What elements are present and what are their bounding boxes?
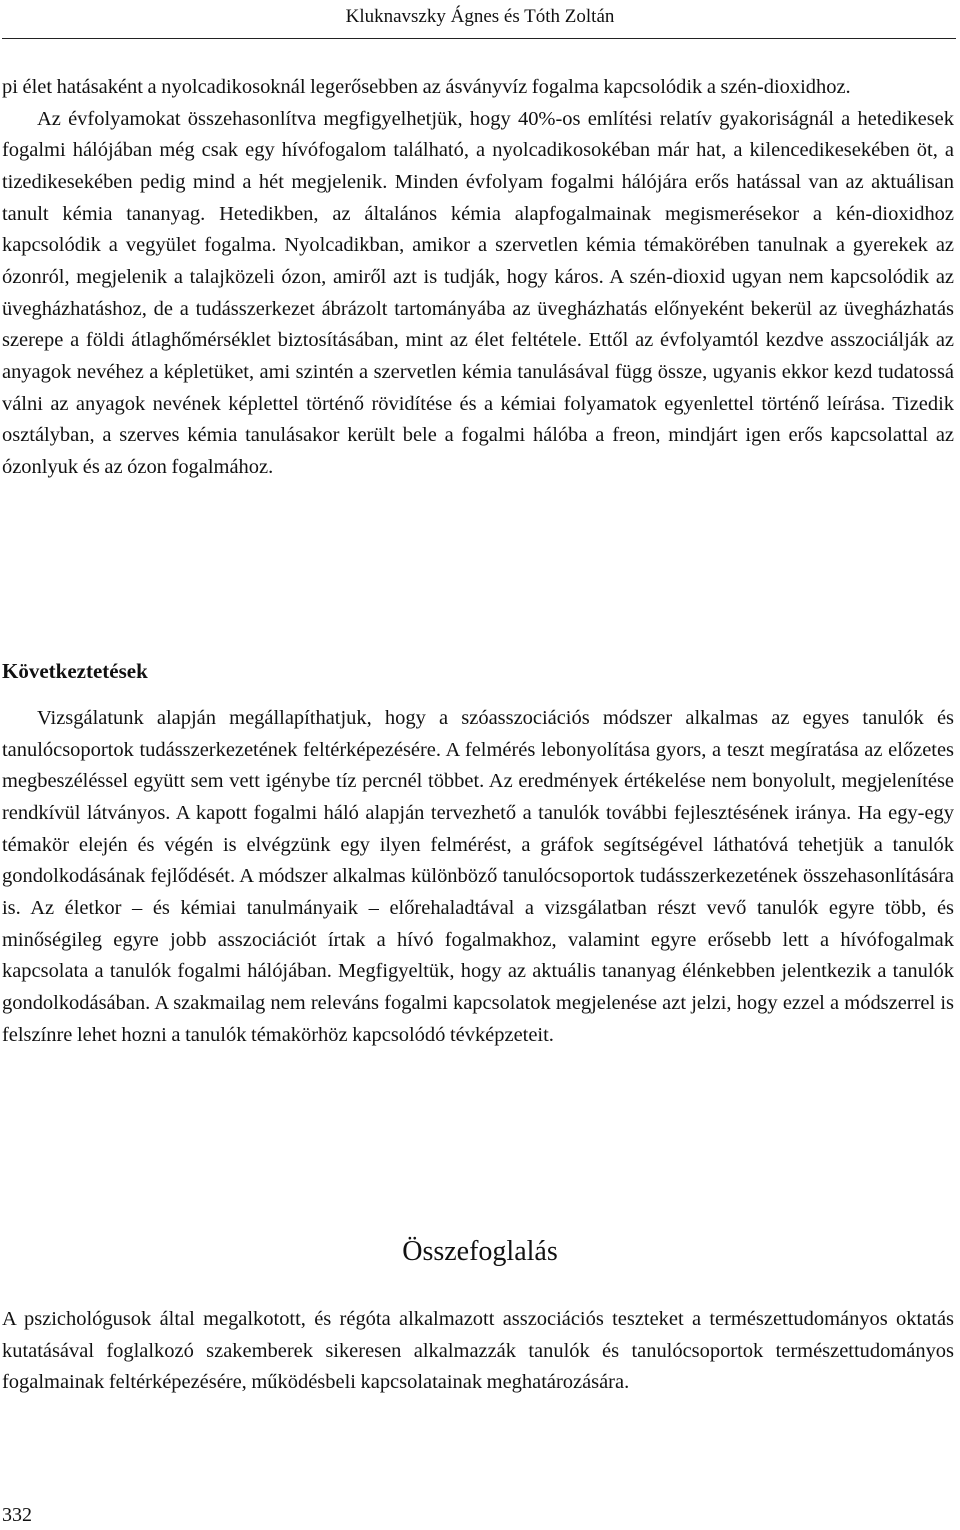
paragraph-3: Vizsgálatunk alapján megállapíthatjuk, hogy a szóasszociációs módszer alkalmas az egyes tanulók és tanulócsoportok tudásszerkezetének feltérképezésére. A felmérés lebonyolítása gyors, a teszt megíratása az előzetes megbeszéléssel együtt sem vett igénybe tíz percnél többet. Az eredmények értékelése nem bonyolult, megjelenítése rendkívül látványos. A kapott fogalmi háló alapján tervezhető a tanulók további fejlesztésének iránya. Ha egy-egy témakör elején és végén is elvégzünk egy ilyen felmérést, a gráfok segítségével láthatóvá tehetjük a tanulók gondolkodásának fejlődését. A módszer alkalmas különböző tanulócsoportok tudásszerkezetének összehasonlítására is. Az életkor – és kémiai tanulmányaik – előrehaladtával a vizsgálatban részt vevő tanulók egyre több, és minőségileg egyre jobb asszociációt írtak a hívó fogalmakhoz, valamint egyre erősebb lett a hívófogalmak kapcsolata a tanulók fogalmi hálójában. Megfigyeltük, hogy az aktuális tananyag élénkebben jelentkezik a tanulók gondolkodásában. A szakmailag nem releváns fogalmi kapcsolatok megjelenése azt jelzi, hogy ezzel a módszerrel is felszínre lehet hozni a tanulók témakörhöz kapcsolódó tévképzeteit. xyxy=(2,707,954,1046)
body-text-continued xyxy=(2,72,954,484)
running-header: Kluknavszky Ágnes és Tóth Zoltán xyxy=(345,6,615,27)
paragraph-4: A pszichológusok által megalkotott, és régóta alkalmazott asszociációs teszteket a természettudományos oktatás kutatásával foglalkozó szakemberek sikeresen alkalmazzák tanulók és tanulócsoportok természettudományos fogalmainak feltérképezésére, működésbeli kapcsolatainak meghatározására. xyxy=(2,1308,954,1394)
page-number: 332 xyxy=(2,1504,32,1526)
section-heading-conclusions: Következtetések xyxy=(2,659,148,683)
section-heading-summary: Összefoglalás xyxy=(402,1236,558,1267)
paragraph-2-text: Az évfolyamokat összehasonlítva megfigyelhetjük, hogy 40%-os említési relatív gyakoriságnál a hetedikesek fogalmi hálójában még csak egy hívófogalom található, a nyolcadikosokéban már hat, a kilencedikesekében öt, a tizedikesekében pedig mind a hét megjelenik. Minden évfolyam fogalmi hálójára erős hatással van az aktuálisan tanult kémia tananyag. Hetedikben, az általános kémia alapfogalmainak megismerésekor a kén-dioxidhoz kapcsolódik a vegyület fogalma. Nyolcadikban, amikor a szervetlen kémia témakörében tanulnak a gyerekek az ózonról, megjelenik a talajközeli ózon, amiről azt is tudják, hogy káros. A szén-dioxid ugyan nem kapcsolódik az üvegházhatáshoz, de a tudásszerkezet ábrázolt tartományába az üvegházhatás előnyeként bekerül az üvegházhatás szerepe a földi átlaghőmérséklet biztosításában, mint az élet feltétele. Ettől az évfolyamtól kezdve asszociálják az anyagok nevéhez a képletüket, ami szintén a szervetlen kémia tanulásával függ össze, ugyanis ekkor kezd tudatossá válni az anyagok nevének képlettel történő rövidítése és a kémiai folyamatok egyenlettel történő leírása. Tizedik osztályban, a szerves kémia tanulásakor került bele a fogalmi hálóba a freon, mindjárt igen erős kapcsolattal az ózonlyuk és az ózon fogalmához. xyxy=(2,107,954,478)
header-rule xyxy=(2,38,956,39)
paragraph-1: pi élet hatásaként a nyolcadikosoknál legerősebben az ásványvíz fogalma kapcsolódik a szén-dioxidhoz. xyxy=(2,76,851,98)
